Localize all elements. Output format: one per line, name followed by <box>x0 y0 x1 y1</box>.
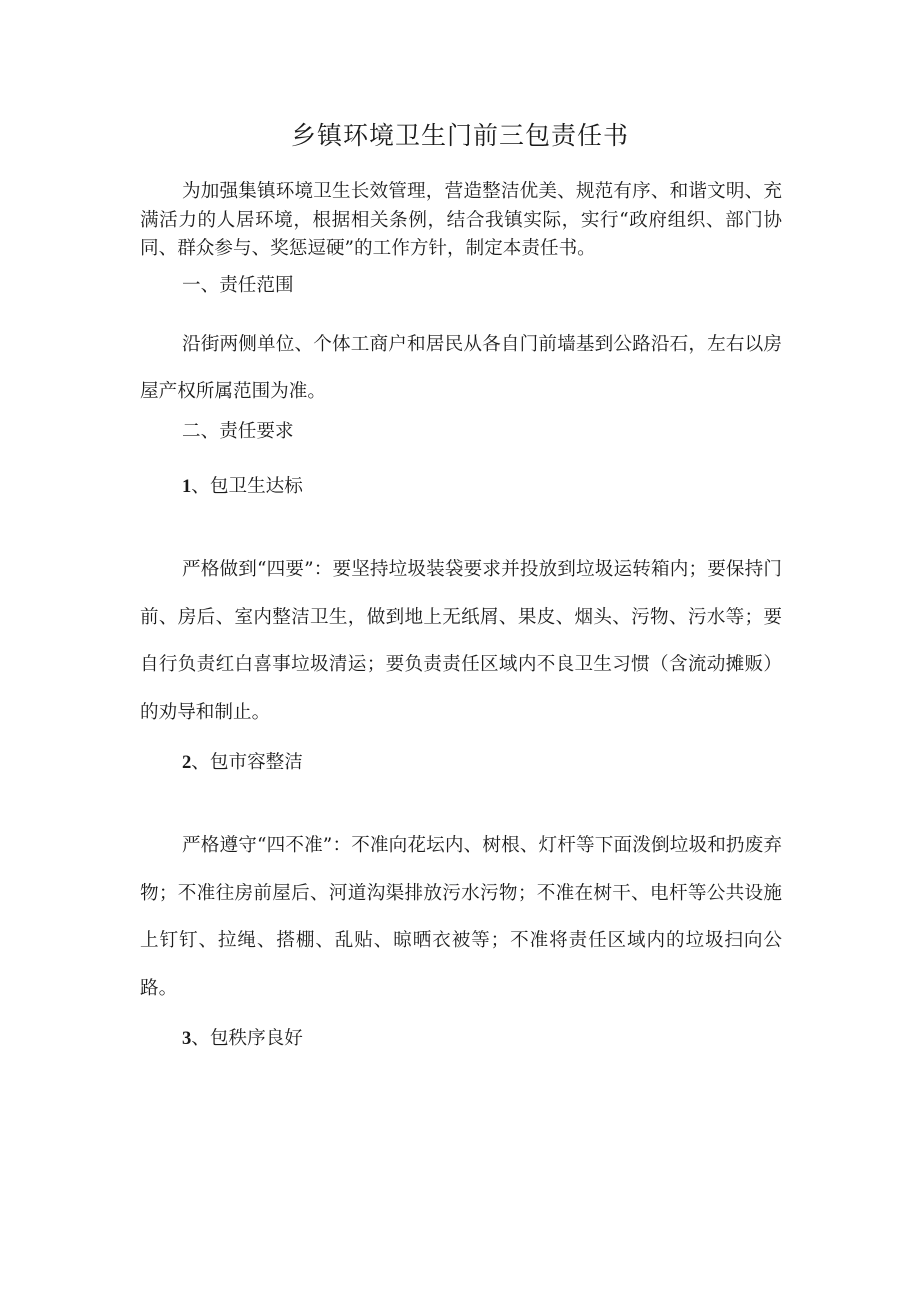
section-heading-requirements: 二、责任要求 <box>182 421 294 442</box>
item-title: 、包市容整洁 <box>191 752 303 773</box>
item-heading-order <box>182 1024 782 1054</box>
item-heading-hygiene <box>182 472 782 502</box>
item-body-cityscape: 严格遵守“四不准”：不准向花坛内、树根、灯杆等下面泼倒垃圾和扔废弃物；不准往房前屋后、河道沟渠排放污水污物；不准在树干、电杆等公共设施上钉钉、拉绳、搭棚、乱贴、晾晒衣被等；不准将责任区域内的垃圾扫向公路。 <box>140 835 782 999</box>
document-title: 乡镇环境卫生门前三包责任书 <box>290 121 629 150</box>
item-number: 2 <box>182 752 192 773</box>
intro-paragraph: 为加强集镇环境卫生长效管理，营造整洁优美、规范有序、和谐文明、充满活力的人居环境，根据相关条例，结合我镇实际，实行“政府组织、部门协同、群众参与、奖惩逗硬”的工作方针，制定本责任书。 <box>140 181 782 259</box>
item-number: 3 <box>182 1028 192 1049</box>
item-title: 、包卫生达标 <box>191 476 303 497</box>
item-body-hygiene: 严格做到“四要”：要坚持垃圾装袋要求并投放到垃圾运转箱内；要保持门前、房后、室内整洁卫生，做到地上无纸屑、果皮、烟头、污物、污水等；要自行负责红白喜事垃圾清运；要负责责任区域内不良卫生习惯（含流动摊贩）的劝导和制止。 <box>140 559 782 723</box>
section-heading-scope: 一、责任范围 <box>182 275 294 296</box>
item-heading-cityscape <box>182 748 782 778</box>
item-number: 1 <box>182 476 192 497</box>
item-title: 、包秩序良好 <box>191 1028 303 1049</box>
section-body-scope: 沿街两侧单位、个体工商户和居民从各自门前墙基到公路沿石，左右以房屋产权所属范围为准。 <box>140 334 782 402</box>
